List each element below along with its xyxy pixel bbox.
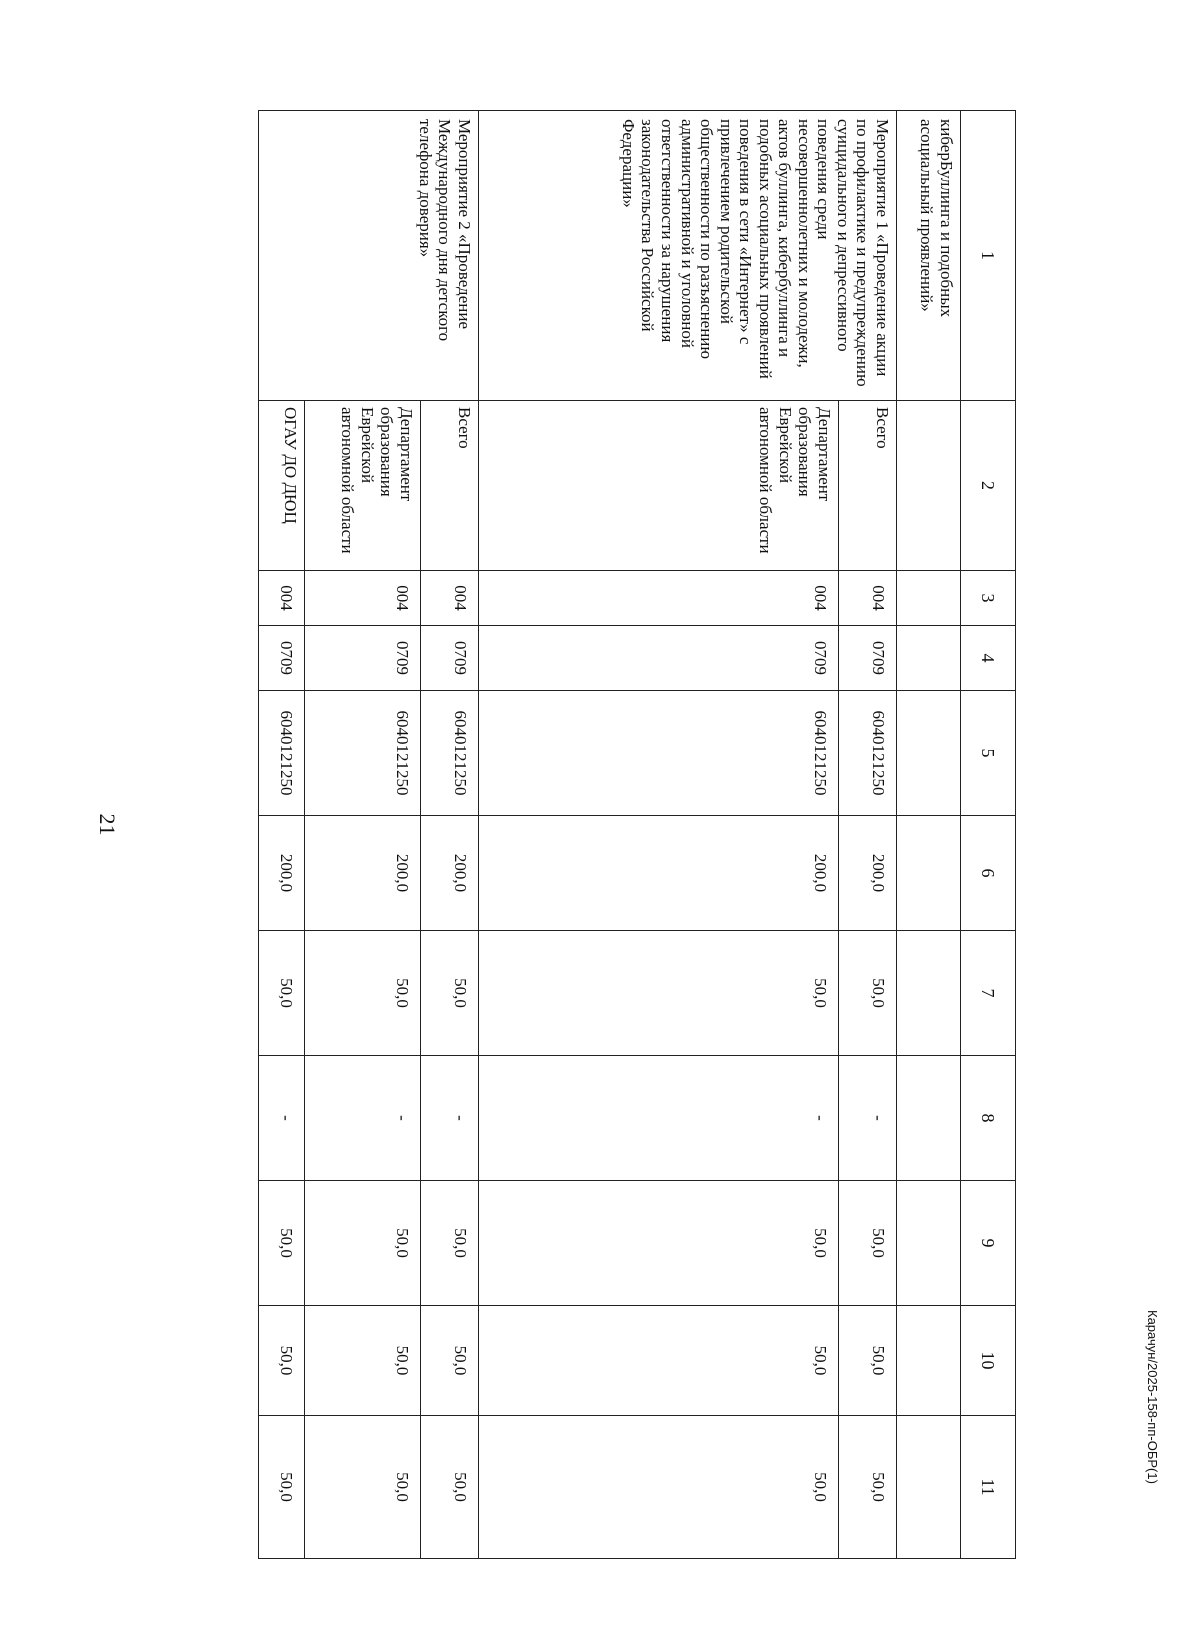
table-cell: 0709 — [421, 626, 479, 691]
budget-table — [258, 110, 1016, 1559]
header-cell: 7 — [961, 931, 1016, 1056]
table-cell — [897, 1056, 961, 1181]
table-cell: 50,0 — [839, 931, 897, 1056]
table-cell: 50,0 — [839, 1306, 897, 1416]
table-cell: 50,0 — [259, 931, 305, 1056]
table-cell: 50,0 — [421, 1416, 479, 1559]
table-cell: 0709 — [259, 626, 305, 691]
table-cell — [897, 931, 961, 1056]
table-cell: 200,0 — [421, 816, 479, 931]
table-cell: 50,0 — [479, 931, 839, 1056]
table-cell: - — [305, 1056, 421, 1181]
table-cell — [897, 1416, 961, 1559]
table-cell: Мероприятие 1 «Проведение акции по профилактике и предупреждению суицидального и депрессивного поведения среди несовершеннолетних и молодежи, актов буллинга, кибербуллинга и подобных асоциальных проявлений поведения в сети «Интернет» с привлечением родительской общественности по разъяснению административной и уголовной ответственности за нарушения законодательства Российской Федерации» — [479, 111, 897, 401]
table-cell: 004 — [479, 571, 839, 626]
table-cell — [897, 626, 961, 691]
table-cell: 50,0 — [421, 1306, 479, 1416]
table-cell: Всего — [421, 401, 479, 571]
table-cell: 0709 — [305, 626, 421, 691]
table-cell: Всего — [839, 401, 897, 571]
table-cell: 200,0 — [259, 816, 305, 931]
table-cell: 50,0 — [421, 931, 479, 1056]
table-cell: 6040121250 — [479, 691, 839, 816]
table-cell — [897, 691, 961, 816]
table-row — [421, 111, 479, 1559]
table-cell: Департамент образования Еврейской автономной области — [305, 401, 421, 571]
table-cell: - — [421, 1056, 479, 1181]
table-cell: 200,0 — [479, 816, 839, 931]
table-cell — [897, 571, 961, 626]
header-cell: 8 — [961, 1056, 1016, 1181]
header-row — [961, 111, 1016, 1559]
header-cell: 2 — [961, 401, 1016, 571]
table-cell: 50,0 — [479, 1306, 839, 1416]
table-cell: 50,0 — [305, 1181, 421, 1306]
table-cell — [897, 401, 961, 571]
header-cell: 1 — [961, 111, 1016, 401]
table-cell: - — [259, 1056, 305, 1181]
document-code: Карачун/2025-158-пп-ОБР(1) — [1145, 1310, 1160, 1484]
header-cell: 5 — [961, 691, 1016, 816]
table-cell: 0709 — [839, 626, 897, 691]
table-cell: киберБуллинга и подобных асоциальный проявлений» — [897, 111, 961, 401]
table-cell: 004 — [305, 571, 421, 626]
table-cell: 6040121250 — [421, 691, 479, 816]
table-row — [839, 111, 897, 1559]
table-cell: 6040121250 — [259, 691, 305, 816]
table-cell: 50,0 — [839, 1416, 897, 1559]
table-cell: 200,0 — [839, 816, 897, 931]
header-cell: 3 — [961, 571, 1016, 626]
table-cell: 004 — [259, 571, 305, 626]
header-cell: 4 — [961, 626, 1016, 691]
table-cell: Департамент образования Еврейской автономной области — [479, 401, 839, 571]
page-number: 21 — [95, 813, 120, 836]
table-cell: Мероприятие 2 «Проведение Международного дня детского телефона доверия» — [259, 111, 479, 401]
header-cell: 9 — [961, 1181, 1016, 1306]
table-cell: 50,0 — [479, 1416, 839, 1559]
table-cell: 50,0 — [305, 931, 421, 1056]
table-cell: 6040121250 — [305, 691, 421, 816]
table-cell: 50,0 — [259, 1181, 305, 1306]
table-cell: 200,0 — [305, 816, 421, 931]
table-cell: - — [839, 1056, 897, 1181]
table-row — [897, 111, 961, 1559]
table-cell: - — [479, 1056, 839, 1181]
table-cell: 50,0 — [305, 1306, 421, 1416]
table-cell: 004 — [421, 571, 479, 626]
table-cell: 50,0 — [305, 1416, 421, 1559]
table-cell: 50,0 — [259, 1306, 305, 1416]
header-cell: 6 — [961, 816, 1016, 931]
header-cell: 10 — [961, 1306, 1016, 1416]
table-cell — [897, 816, 961, 931]
table-cell: 50,0 — [259, 1416, 305, 1559]
header-cell: 11 — [961, 1416, 1016, 1559]
table-cell: 50,0 — [421, 1181, 479, 1306]
table-cell: ОГАУ ДО ДЮЦ — [259, 401, 305, 571]
table-cell: 0709 — [479, 626, 839, 691]
table-cell — [897, 1181, 961, 1306]
table-cell: 6040121250 — [839, 691, 897, 816]
table-cell — [897, 1306, 961, 1416]
table-cell: 004 — [839, 571, 897, 626]
table-cell: 50,0 — [839, 1181, 897, 1306]
table-cell: 50,0 — [479, 1181, 839, 1306]
